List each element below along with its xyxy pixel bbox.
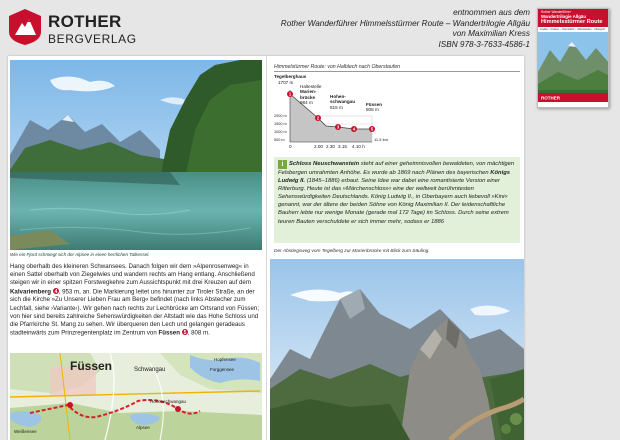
profile-y-1000: 1000 m bbox=[274, 130, 287, 134]
profile-y-500: 500 m bbox=[274, 138, 285, 142]
profile-point-2-line-2: Marien- bbox=[300, 89, 317, 95]
cover-header bbox=[538, 9, 608, 27]
cover-title-line-1: Wandertrilogie Allgäu bbox=[541, 14, 587, 19]
source-credit bbox=[230, 8, 530, 50]
publisher-sub: BERGVERLAG bbox=[48, 32, 137, 46]
castle-info-box bbox=[274, 157, 520, 243]
profile-waypoint-5-number: 5 bbox=[370, 126, 374, 132]
tegelberg-descent-photo bbox=[270, 259, 524, 440]
info-king: Königs Ludwig II. bbox=[278, 170, 511, 185]
rock-photo-caption: Der Abstiegsweg vom Tegelberg zur Marienbrücke mit Blick zum Säuling. bbox=[274, 249, 430, 254]
source-line-3: von Maximilian Kress bbox=[452, 29, 530, 39]
profile-distance-end: 11.5 km bbox=[374, 137, 388, 142]
kalvarienberg-label: Kalvarienberg bbox=[10, 288, 51, 296]
info-icon: i bbox=[278, 160, 287, 169]
alpsee-photo bbox=[10, 60, 262, 250]
profile-x-4: 4.10 h bbox=[352, 144, 365, 149]
map-place-hopfensee: Hopfensee bbox=[214, 357, 236, 362]
profile-waypoint-3-number: 3 bbox=[336, 124, 340, 130]
profile-waypoint-4-number: 4 bbox=[352, 126, 356, 132]
profile-x-1: 2.00 bbox=[314, 144, 323, 149]
profile-waypoint-1-number: 1 bbox=[288, 91, 292, 97]
publisher-name: ROTHER bbox=[48, 12, 122, 31]
waypoint-5-number: 5 bbox=[183, 329, 187, 336]
route-map bbox=[10, 353, 262, 440]
map-place-forggensee: Forggensee bbox=[210, 367, 235, 372]
route-description bbox=[10, 263, 262, 338]
profile-point-2-alt: 984 m bbox=[300, 100, 313, 106]
profile-point-1-label: Tegelberghaus bbox=[274, 74, 307, 79]
route-text-part-1: Hang oberhalb des kleineren Schwansees. Danach folgen wir dem »Alpenrosenweg« in einen Sattel oberhalb von Ziegelwies und wandern rechts am Hang entlang. Anschließend steigen wir in einer spitzen Forstwegkehre zum Aussichtspunkt mit drei Kreuzen auf dem bbox=[10, 263, 255, 287]
profile-x-0: 0 bbox=[289, 144, 292, 149]
cover-publisher-mark: ROTHER bbox=[541, 95, 560, 101]
publisher-logo bbox=[8, 8, 148, 48]
profile-point-1-alt: 1707 m bbox=[278, 80, 294, 85]
book-spread bbox=[8, 56, 524, 440]
profile-title: Himmelstürmer Route: von Halblech nach Oberstaufen bbox=[274, 64, 520, 72]
profile-point-3-line-2: schwangau bbox=[330, 99, 356, 105]
profile-y-1500: 1500 m bbox=[274, 122, 287, 126]
lake-photo-caption: Wie ein Fjord schmiegt sich der Alpsee in einen herrlichen Talkessel. bbox=[10, 252, 150, 257]
map-place-weissensee: Weißensee bbox=[14, 429, 37, 434]
cover-title-line-2: Himmelsstürmer Route bbox=[541, 19, 603, 25]
profile-x-3: 3.15 bbox=[338, 144, 347, 149]
profile-point-4-label: Füssen bbox=[366, 102, 383, 107]
map-place-schwangau: Schwangau bbox=[134, 367, 166, 373]
source-line-2: Rother Wanderführer Himmelsstürmer Route – Wandertrilogie Allgäu bbox=[280, 18, 530, 28]
cover-subtitle: Lindau – Füssen – Oberstdorf – Oberstaufen – Oberjoch bbox=[540, 28, 605, 31]
info-title: Schloss Neuschwanstein bbox=[289, 161, 360, 167]
profile-waypoint-2-number: 2 bbox=[316, 115, 320, 121]
info-text-part-1: steht auf einer geheimnisvollen bewaldeten, von mächtigen Felsbergen umrahmten Anhöhe. Es wurde ab 1869 nach Plänen des bayerischen bbox=[278, 161, 515, 176]
map-place-alpsee: Alpsee bbox=[136, 425, 150, 430]
info-text-part-2: (1845–1886) erbaut. Seine Idee war dabei eine romantisierte Version einer Ritterburg. Heute ist das »Märchenschloss« eine der weltweit berühmtesten Sehenswürdigkeiten Deutschlands. König Ludwig II., in Oberbayern auch liebevoll »Kini« genannt, war der ältere der beiden Söhne von König Maximilian II. Der leidenschaftliche Bauherr lebte nur wenige Monate (gerade mal 172 Tage) im Schloss. Durch seine extrem teuren Bauten verschuldete er sich immer mehr, sodass er 1886 bbox=[278, 178, 509, 225]
cover-photo bbox=[538, 32, 609, 102]
profile-y-2000: 2000 m bbox=[274, 114, 287, 118]
profile-point-3-line-1: Hohen- bbox=[330, 94, 346, 99]
cover-label: Rother Wanderführer bbox=[541, 10, 571, 14]
profile-point-4-alt: 808 m bbox=[366, 107, 379, 113]
book-cover[interactable] bbox=[537, 8, 609, 108]
map-place-hohenschwangau: Hohenschwangau bbox=[150, 399, 187, 404]
page-gutter bbox=[266, 56, 267, 440]
profile-point-3-alt: 815 m bbox=[330, 104, 343, 110]
profile-point-2-line-3: brücke bbox=[300, 94, 316, 100]
waypoint-4-number: 4 bbox=[54, 288, 58, 294]
profile-point-3-name bbox=[330, 94, 355, 110]
route-text-part-3: , 808 m. bbox=[187, 329, 210, 337]
rother-badge-icon bbox=[8, 8, 42, 46]
source-isbn: ISBN 978-3-7633-4586-1 bbox=[438, 39, 530, 49]
profile-point-4-name bbox=[366, 102, 382, 113]
elevation-profile bbox=[274, 74, 522, 152]
map-town-fuessen: Füssen bbox=[70, 359, 113, 373]
profile-point-1-name bbox=[274, 74, 306, 79]
profile-point-2-name bbox=[300, 84, 321, 106]
fuessen-label: Füssen bbox=[158, 329, 180, 337]
source-line-1: entnommen aus dem bbox=[453, 8, 530, 17]
profile-x-2: 2.30 bbox=[326, 144, 335, 149]
profile-point-2-line-1: Haltestelle bbox=[300, 84, 322, 89]
route-text-part-2: , 953 m, an. Die Markierung leitet uns hinunter zur Tiroler Straße, an der sich die Kirche »Zu Unserer Lieben Frau am Berg« befindet (nach links Abstecher zum Lechfall, siehe ›Variante‹). Wir gehen nach rechts zur Lechbrücke am Ortsrand von Füssen; von hier sind bereits zahlreiche Sehenswürdigkeiten der Altstadt wie das Hohe Schloss und die Pfarrkirche St. Mang zu sehen. Wir überqueren den Lech und gelangen geradeaus stadteinwärts zum Prinzregentenplatz im Zentrum von bbox=[10, 288, 260, 337]
